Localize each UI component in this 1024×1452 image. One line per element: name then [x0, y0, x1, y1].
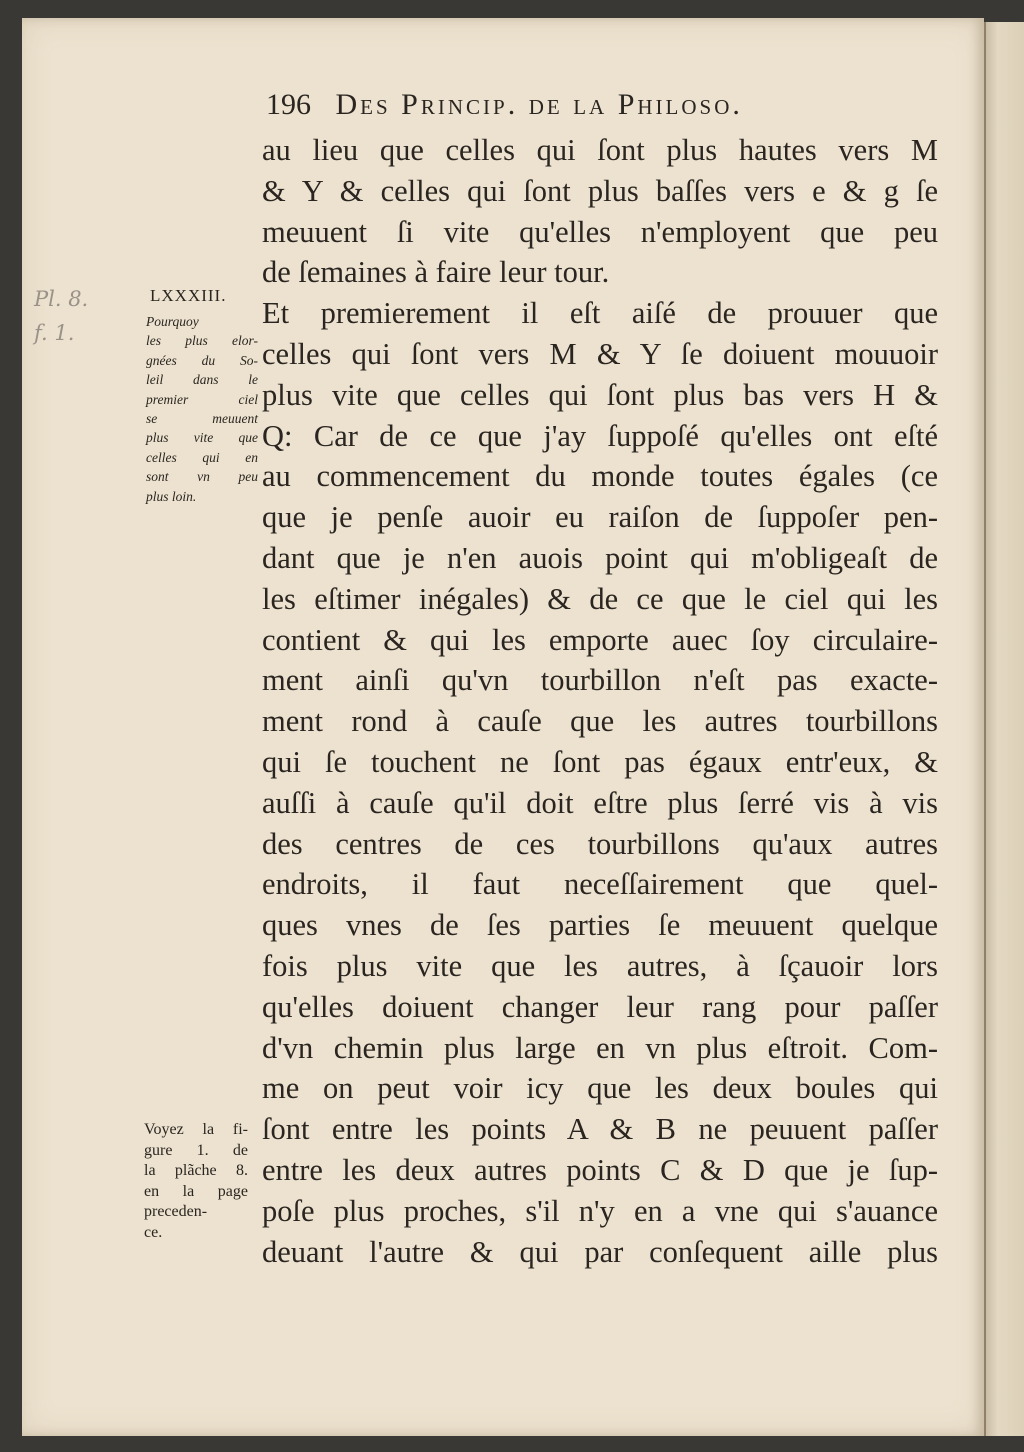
marginal-summary-line: premier ciel: [146, 391, 258, 407]
figure-reference-line: Voyez la fi-: [144, 1121, 248, 1138]
text-line: ſont entre les points A & B ne peuuent paſſer: [262, 1112, 938, 1147]
text-line: ques vnes de ſes parties ſe meuuent quelque: [262, 908, 938, 943]
text-line: deuant l'autre & qui par conſequent aille plus: [262, 1234, 938, 1269]
text-line: entre les deux autres points C & D que je ſup-: [262, 1152, 938, 1187]
text-line: au commencement du monde toutes égales (ce: [262, 459, 938, 494]
text-line: auſſi à cauſe qu'il doit eſtre plus ſerré vis à vis: [262, 785, 938, 820]
text-line: au lieu que celles qui ſont plus hautes vers M: [262, 133, 938, 167]
text-line: Q: Car de ce que j'ay ſuppoſé qu'elles ont eſté: [262, 418, 938, 453]
text-line: ment ainſi qu'vn tourbillon n'eſt pas exacte-: [262, 663, 938, 698]
marginal-summary-line: plus vite que: [146, 430, 258, 446]
page-number: 196: [266, 88, 311, 121]
text-line: de ſemaines à faire leur tour.: [262, 255, 610, 290]
marginal-summary-line: sont vn peu: [146, 469, 258, 485]
facing-page-edge: [984, 22, 1024, 1436]
running-header: [266, 88, 946, 122]
text-line: endroits, il faut neceſſairement que quel-: [262, 867, 938, 902]
main-text: [262, 130, 938, 1272]
figure-reference-line: en la page: [144, 1182, 248, 1200]
text-line: qu'elles doiuent changer leur rang pour paſſer: [262, 989, 938, 1024]
figure-reference-note: [144, 1120, 248, 1243]
text-line: qui ſe touchent ne ſont pas égaux entr'eux, &: [262, 744, 938, 779]
text-line: poſe plus proches, s'il n'y en a vne qui s'auance: [262, 1193, 938, 1228]
pencil-annotation-line: f. 1.: [34, 321, 75, 345]
pencil-annotation: [34, 282, 88, 350]
marginal-summary-line: se meuuent: [146, 410, 258, 426]
text-line: plus vite que celles qui ſont plus bas vers H &: [262, 377, 938, 412]
text-line: contient & qui les emporte auec ſoy circulaire-: [262, 622, 938, 657]
figure-reference-line: preceden-: [144, 1203, 208, 1220]
text-line: me on peut voir icy que les deux boules qui: [262, 1071, 938, 1106]
text-line: & Y & celles qui ſont plus baſſes vers e & g ſe: [262, 173, 938, 208]
marginal-summary: [146, 312, 258, 506]
pencil-annotation-line: Pl. 8.: [34, 287, 89, 311]
text-line: d'vn chemin plus large en vn plus eſtroit. Com-: [262, 1030, 938, 1065]
text-line: des centres de ces tourbillons qu'aux autres: [262, 826, 938, 861]
text-line: dant que je n'en auois point qui m'obligeaſt de: [262, 540, 938, 575]
marginal-summary-line: les plus elor-: [146, 333, 258, 349]
text-line: les eſtimer inégales) & de ce que le ciel qui les: [262, 581, 938, 616]
text-line: celles qui ſont vers M & Y ſe doiuent mouuoir: [262, 336, 938, 371]
figure-reference-line: ce.: [144, 1223, 163, 1241]
article-number: LXXXIII.: [150, 286, 227, 305]
marginal-summary-line: gnées du So-: [146, 352, 258, 368]
text-line: fois plus vite que les autres, à ſçauoir lors: [262, 948, 938, 983]
marginal-summary-line: leil dans le: [146, 372, 258, 388]
marginal-summary-line: celles qui en: [146, 449, 258, 465]
marginal-summary-line: Pourquoy: [146, 314, 199, 329]
figure-reference-line: la plãche 8.: [144, 1162, 248, 1179]
text-line: que je penſe auoir eu raiſon de ſuppoſer pen-: [262, 500, 938, 535]
running-title: Des Princip. de la Philoso.: [335, 88, 743, 121]
text-line: ment rond à cauſe que les autres tourbillons: [262, 704, 938, 739]
marginal-summary-line: plus loin.: [146, 488, 197, 504]
text-line: Et premierement il eſt aiſé de prouuer que: [262, 296, 938, 331]
figure-reference-line: gure 1. de: [144, 1141, 248, 1159]
text-line: meuuent ſi vite qu'elles n'employent que peu: [262, 214, 938, 249]
